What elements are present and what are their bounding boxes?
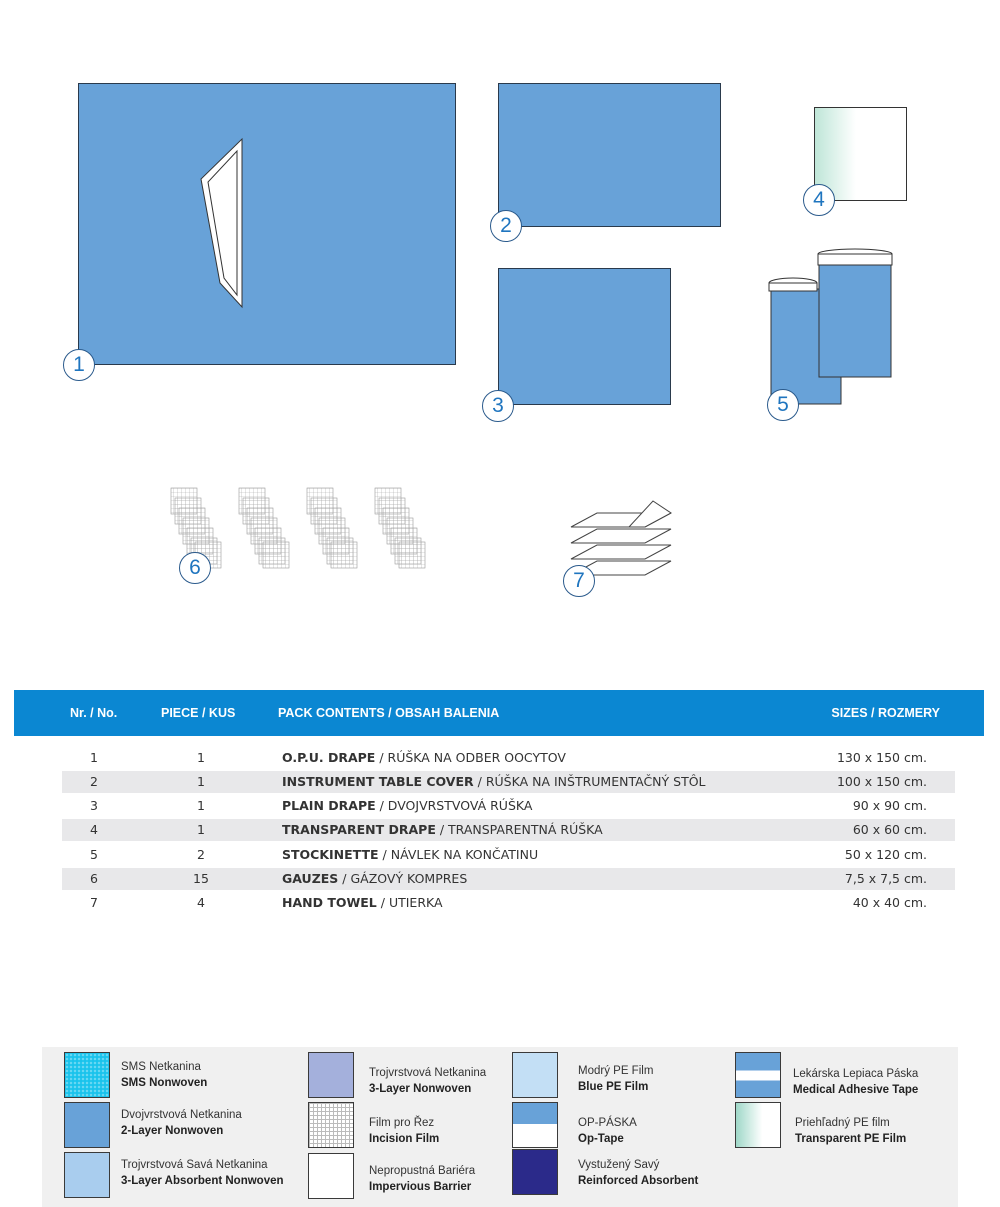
cell-nr: 6: [90, 871, 98, 886]
cell-contents: [282, 892, 443, 914]
cell-name-local: / GÁZOVÝ KOMPRES: [342, 871, 468, 886]
cell-nr: 2: [90, 774, 98, 789]
cell-piece: 1: [197, 750, 205, 765]
header-contents: PACK CONTENTS / OBSAH BALENIA: [278, 706, 500, 720]
cell-name: INSTRUMENT TABLE COVER: [282, 774, 474, 789]
legend-label-impervious-barrier: Nepropustná Bariéra Impervious Barrier: [369, 1165, 476, 1193]
header-sizes: SIZES / ROZMERY: [831, 706, 940, 720]
cell-piece: 1: [197, 774, 205, 789]
callout-7: 7: [563, 565, 595, 597]
table-row: [62, 771, 955, 793]
cell-name: GAUZES: [282, 871, 339, 886]
cell-name: TRANSPARENT DRAPE: [282, 822, 436, 837]
cell-size: 60 x 60 cm.: [852, 822, 927, 837]
callout-3: 3: [482, 390, 514, 422]
cell-size: 100 x 150 cm.: [836, 774, 927, 789]
legend-label-3-layer-absorbent: Trojvrstvová Savá Netkanina 3-Layer Absorbent Nonwoven: [121, 1159, 284, 1187]
cell-piece: 2: [197, 847, 205, 862]
legend-label-medical-adhesive-tape: Lekárska Lepiaca Páska Medical Adhesive Tape: [793, 1068, 919, 1096]
cell-name-local: / TRANSPARENTNÁ RÚŠKA: [439, 822, 603, 837]
opu-drape-illustration: [78, 83, 456, 365]
swatch-sms-nonwoven: [64, 1052, 110, 1098]
cell-name: HAND TOWEL: [282, 895, 377, 910]
material-legend: [42, 1047, 958, 1207]
plain-drape-illustration: [498, 268, 671, 405]
cell-contents: [282, 819, 603, 841]
header-nr: Nr. / No.: [70, 706, 118, 720]
swatch-incision-film: [308, 1102, 354, 1148]
cell-name: STOCKINETTE: [282, 847, 379, 862]
cell-name-local: / RÚŠKA NA INŠTRUMENTAČNÝ STÔL: [477, 774, 706, 789]
cell-piece: 4: [197, 895, 205, 910]
legend-label-blue-pe-film: Modrý PE Film Blue PE Film: [578, 1065, 654, 1093]
table-row: [62, 747, 955, 769]
cell-nr: 4: [90, 822, 98, 837]
table-row: [62, 844, 955, 866]
table-row: [62, 795, 955, 817]
cell-size: 50 x 120 cm.: [844, 847, 927, 862]
swatch-medical-adhesive-tape: [735, 1052, 781, 1098]
cell-size: 90 x 90 cm.: [852, 798, 927, 813]
header-piece: PIECE / KUS: [161, 706, 236, 720]
callout-5: 5: [767, 389, 799, 421]
callout-2: 2: [490, 210, 522, 242]
legend-label-sms: SMS Netkanina SMS Nonwoven: [121, 1061, 208, 1089]
cell-piece: 1: [197, 798, 205, 813]
legend-label-transparent-pe-film: Priehľadný PE film Transparent PE Film: [795, 1117, 907, 1145]
swatch-reinforced-absorbent: [512, 1149, 558, 1195]
cell-name-local: / DVOJVRSTVOVÁ RÚŠKA: [379, 798, 533, 813]
opu-drape-window: [195, 135, 250, 310]
stockinette-illustration: [765, 245, 900, 410]
cell-name-local: / NÁVLEK NA KONČATINU: [382, 847, 539, 862]
legend-label-op-tape: OP-PÁSKA Op-Tape: [578, 1117, 637, 1145]
swatch-3-layer-nonwoven: [308, 1052, 354, 1098]
swatch-2-layer-nonwoven: [64, 1102, 110, 1148]
cell-nr: 5: [90, 847, 98, 862]
table-row: [62, 892, 955, 914]
callout-4: 4: [803, 184, 835, 216]
swatch-op-tape: [512, 1102, 558, 1148]
callout-1: 1: [63, 349, 95, 381]
legend-label-2-layer: Dvojvrstvová Netkanina 2-Layer Nonwoven: [121, 1109, 242, 1137]
cell-contents: [282, 747, 566, 769]
cell-contents: [282, 771, 706, 793]
cell-contents: [282, 868, 467, 890]
legend-label-reinforced-absorbent: Vystužený Savý Reinforced Absorbent: [578, 1159, 699, 1187]
cell-name-local: / UTIERKA: [380, 895, 443, 910]
cell-size: 40 x 40 cm.: [852, 895, 927, 910]
callout-6: 6: [179, 552, 211, 584]
swatch-3-layer-absorbent: [64, 1152, 110, 1198]
swatch-transparent-pe-film: [735, 1102, 781, 1148]
instrument-table-cover-illustration: [498, 83, 721, 227]
swatch-blue-pe-film: [512, 1052, 558, 1098]
cell-contents: [282, 795, 532, 817]
cell-nr: 1: [90, 750, 98, 765]
cell-name-local: / RÚŠKA NA ODBER OOCYTOV: [379, 750, 566, 765]
table-header: [14, 690, 984, 736]
cell-piece: 1: [197, 822, 205, 837]
table-row: [62, 868, 955, 890]
swatch-impervious-barrier: [308, 1153, 354, 1199]
cell-nr: 3: [90, 798, 98, 813]
cell-piece: 15: [193, 871, 209, 886]
table-row: [62, 819, 955, 841]
cell-name: PLAIN DRAPE: [282, 798, 376, 813]
cell-size: 130 x 150 cm.: [836, 750, 927, 765]
legend-label-3-layer-nonwoven: Trojvrstvová Netkanina 3-Layer Nonwoven: [369, 1067, 487, 1095]
cell-name: O.P.U. DRAPE: [282, 750, 376, 765]
legend-label-incision-film: Film pro Řez Incision Film: [369, 1117, 440, 1145]
cell-contents: [282, 844, 538, 866]
cell-size: 7,5 x 7,5 cm.: [844, 871, 927, 886]
cell-nr: 7: [90, 895, 98, 910]
